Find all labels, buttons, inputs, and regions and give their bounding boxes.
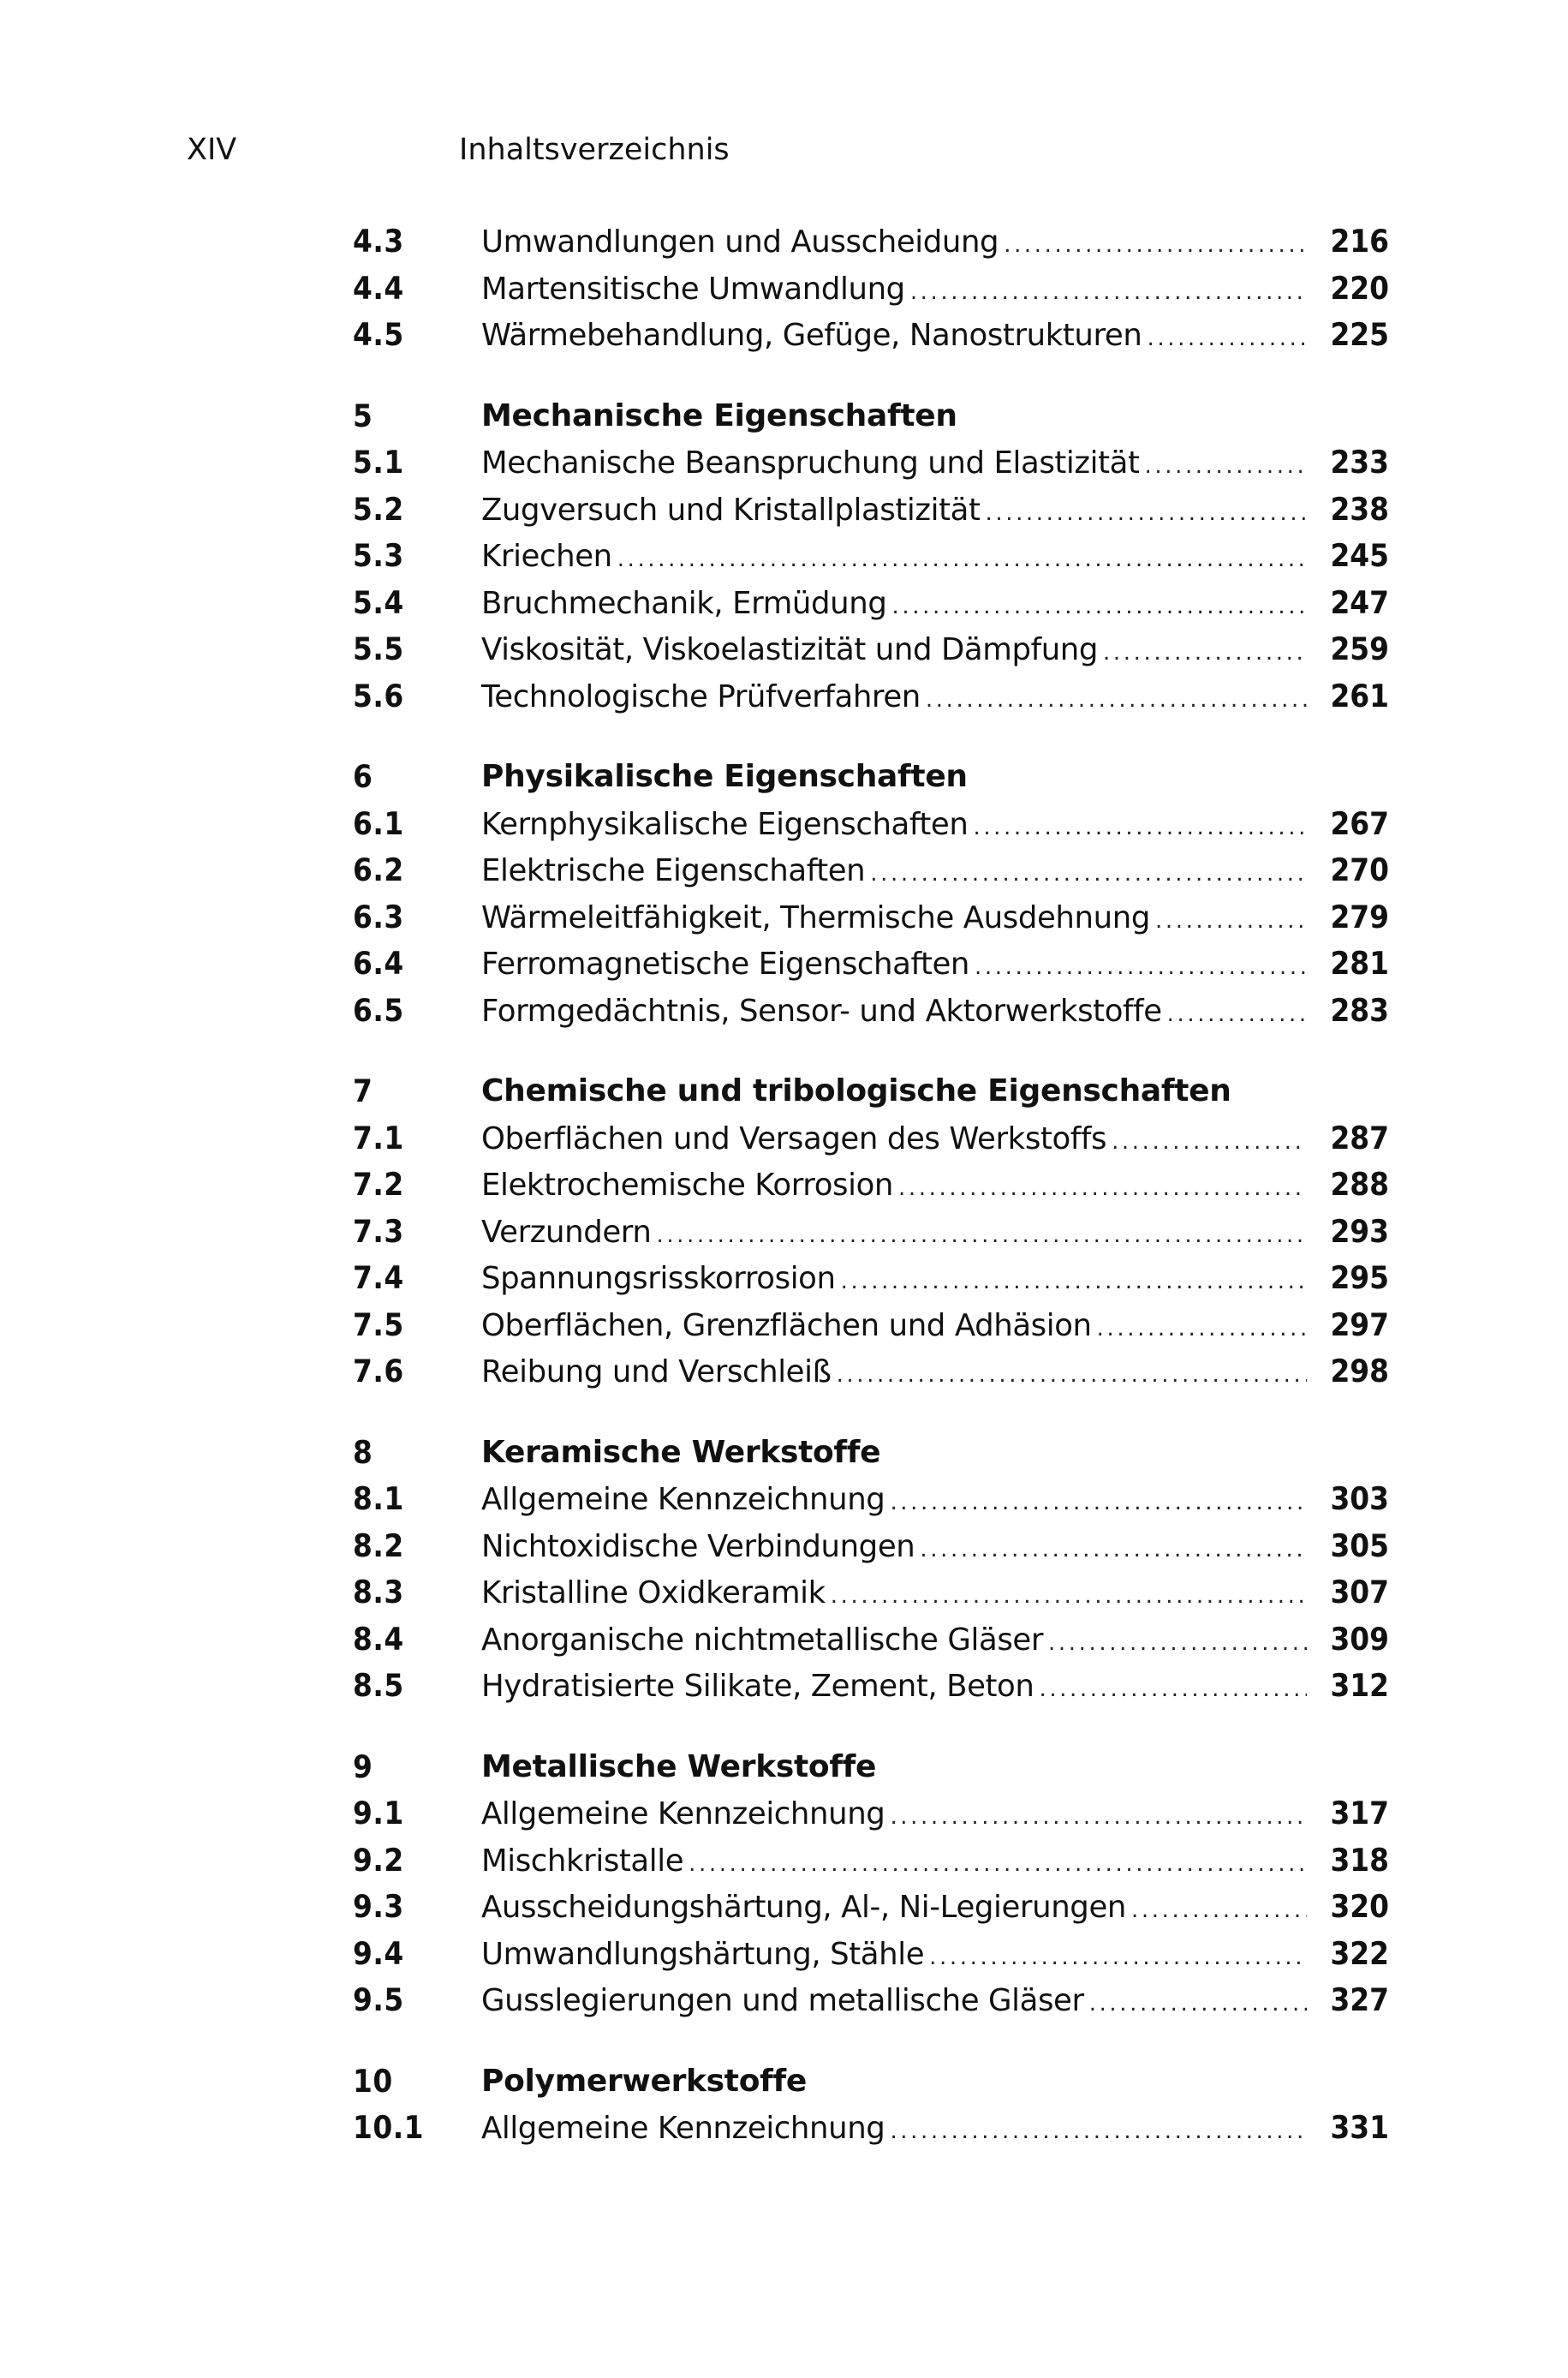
section-title: Mechanische Beanspruchung und Elastizität (481, 445, 1140, 481)
section-title: Elektrische Eigenschaften (481, 853, 866, 888)
toc-entry[interactable] (353, 1162, 1389, 1209)
section-title: Martensitische Umwandlung (481, 271, 905, 307)
toc-entry[interactable] (353, 941, 1389, 988)
toc-entry[interactable] (353, 218, 1389, 266)
toc-entry[interactable] (353, 1790, 1389, 1837)
dot-leader (837, 1352, 1307, 1399)
section-page: 288 (1330, 1166, 1389, 1203)
toc-entry[interactable] (353, 1977, 1389, 2024)
section-number: 7.3 (353, 1212, 404, 1250)
toc-entry[interactable] (353, 801, 1389, 848)
dot-leader (892, 583, 1308, 630)
section-number: 4.3 (353, 223, 404, 260)
section-page: 287 (1330, 1119, 1389, 1156)
dot-leader (656, 1212, 1307, 1259)
section-number: 5.4 (353, 583, 404, 621)
section-number: 4.5 (353, 316, 404, 353)
toc-chapter (353, 2058, 1389, 2152)
chapter-title: Physikalische Eigenschaften (481, 759, 968, 794)
section-title: Zugversuch und Kristallplastizität (481, 492, 981, 528)
toc-chapter-heading[interactable] (353, 2058, 1389, 2106)
section-title: Oberflächen und Versagen des Werkstoffs (481, 1120, 1107, 1156)
dot-leader (1131, 1887, 1307, 1934)
section-page: 320 (1330, 1888, 1389, 1925)
dot-leader (617, 536, 1307, 583)
section-title: Kriechen (481, 539, 612, 574)
dot-leader (1155, 898, 1307, 945)
chapter-number: 5 (353, 397, 373, 434)
section-page: 317 (1330, 1795, 1389, 1831)
section-title: Verzundern (481, 1214, 652, 1250)
chapter-number: 6 (353, 758, 373, 795)
section-page: 245 (1330, 537, 1389, 574)
toc-chapter (353, 218, 1389, 359)
section-number: 9.3 (353, 1888, 404, 1925)
section-number: 9.1 (353, 1795, 404, 1831)
section-page: 270 (1330, 851, 1389, 888)
section-number: 10.1 (353, 2109, 425, 2146)
dot-leader (890, 1479, 1307, 1527)
section-title: Elektrochemische Korrosion (481, 1168, 894, 1203)
section-page: 283 (1330, 991, 1389, 1029)
section-number: 6.1 (353, 804, 404, 842)
dot-leader (831, 1573, 1307, 1620)
section-title: Kristalline Oxidkeramik (481, 1575, 826, 1610)
dot-leader (890, 2108, 1307, 2155)
dot-leader (1089, 1981, 1307, 2028)
dot-leader (1112, 1119, 1307, 1166)
dot-leader (1004, 222, 1307, 269)
toc-entry[interactable] (353, 266, 1389, 313)
dot-leader (1039, 1666, 1307, 1713)
section-number: 4.4 (353, 269, 404, 307)
dot-leader (890, 1794, 1307, 1841)
section-title: Bruchmechanik, Ermüdung (481, 585, 887, 621)
chapter-title: Mechanische Eigenschaften (481, 397, 957, 433)
section-number: 8.3 (353, 1574, 404, 1610)
dot-leader (870, 851, 1307, 898)
section-page: 233 (1330, 444, 1389, 481)
section-title: Formgedächtnis, Sensor- und Aktorwerkstoffe (481, 993, 1162, 1029)
toc-entry[interactable] (353, 1663, 1389, 1710)
toc-entry[interactable] (353, 580, 1389, 627)
section-title: Ferromagnetische Eigenschaften (481, 947, 970, 982)
section-title: Anorganische nichtmetallische Gläser (481, 1622, 1044, 1658)
section-title: Allgemeine Kennzeichnung (481, 1796, 885, 1831)
toc-entry[interactable] (353, 1348, 1389, 1395)
toc-entry[interactable] (353, 1115, 1389, 1162)
toc-entry[interactable] (353, 487, 1389, 534)
section-page: 281 (1330, 945, 1389, 982)
section-page: 225 (1330, 316, 1389, 353)
chapter-title: Keramische Werkstoffe (481, 1434, 881, 1470)
section-title: Allgemeine Kennzeichnung (481, 2111, 885, 2146)
section-title: Ausscheidungshärtung, Al-, Ni-Legierungen (481, 1890, 1126, 1925)
section-title: Reibung und Verschleiß (481, 1354, 832, 1389)
table-of-contents (353, 218, 1389, 2186)
toc-entry[interactable] (353, 312, 1389, 359)
section-page: 297 (1330, 1306, 1389, 1343)
section-page: 293 (1330, 1212, 1389, 1250)
section-number: 7.6 (353, 1353, 404, 1389)
section-page: 305 (1330, 1527, 1389, 1564)
section-title: Wärmeleitfähigkeit, Thermische Ausdehnung (481, 899, 1150, 935)
page-number: XIV (187, 133, 237, 167)
section-number: 5.1 (353, 444, 404, 481)
toc-chapter-heading[interactable] (353, 393, 1389, 440)
section-title: Hydratisierte Silikate, Zement, Beton (481, 1669, 1034, 1704)
section-number: 7.1 (353, 1119, 404, 1156)
chapter-title: Chemische und tribologische Eigenschaften (481, 1073, 1231, 1108)
section-page: 318 (1330, 1841, 1389, 1879)
section-page: 298 (1330, 1353, 1389, 1389)
toc-entry[interactable] (353, 988, 1389, 1035)
running-title: Inhaltsverzeichnis (459, 133, 730, 167)
section-number: 6.4 (353, 945, 404, 982)
dot-leader (841, 1258, 1307, 1306)
section-number: 8.4 (353, 1620, 404, 1658)
section-page: 327 (1330, 1981, 1389, 2018)
section-number: 5.5 (353, 630, 404, 667)
section-title: Viskosität, Viskoelastizität und Dämpfung (481, 632, 1099, 667)
toc-entry[interactable] (353, 1931, 1389, 1978)
dot-leader (898, 1165, 1307, 1212)
section-page: 307 (1330, 1574, 1389, 1610)
dot-leader (985, 490, 1307, 537)
dot-leader (1147, 315, 1307, 362)
section-title: Umwandlungen und Ausscheidung (481, 224, 999, 260)
section-number: 8.1 (353, 1480, 404, 1517)
toc-chapter-heading[interactable] (353, 1744, 1389, 1791)
toc-chapter-heading[interactable] (353, 1430, 1389, 1477)
toc-chapter (353, 754, 1389, 1034)
toc-entry[interactable] (353, 439, 1389, 487)
section-number: 8.2 (353, 1527, 404, 1564)
dot-leader (1167, 991, 1307, 1038)
chapter-number: 8 (353, 1433, 373, 1471)
section-title: Allgemeine Kennzeichnung (481, 1482, 885, 1517)
dot-leader (920, 1527, 1307, 1574)
dot-leader (1103, 630, 1307, 677)
section-page: 216 (1330, 223, 1389, 260)
section-title: Technologische Prüfverfahren (481, 678, 921, 714)
toc-entry[interactable] (353, 673, 1389, 720)
section-page: 259 (1330, 630, 1389, 667)
section-page: 238 (1330, 490, 1389, 528)
toc-entry[interactable] (353, 847, 1389, 894)
section-page: 261 (1330, 677, 1389, 714)
toc-entry[interactable] (353, 626, 1389, 673)
dot-leader (910, 269, 1307, 316)
section-title: Wärmebehandlung, Gefüge, Nanostrukturen (481, 318, 1142, 353)
chapter-number: 9 (353, 1748, 373, 1785)
section-number: 9.5 (353, 1981, 404, 2018)
toc-chapter (353, 1430, 1389, 1710)
chapter-title: Metallische Werkstoffe (481, 1748, 877, 1784)
toc-entry[interactable] (353, 1476, 1389, 1523)
section-page: 303 (1330, 1480, 1389, 1517)
section-page: 267 (1330, 804, 1389, 842)
section-page: 309 (1330, 1620, 1389, 1658)
section-title: Umwandlungshärtung, Stähle (481, 1936, 925, 1972)
section-number: 5.2 (353, 490, 404, 528)
dot-leader (975, 944, 1307, 991)
dot-leader (689, 1841, 1307, 1888)
section-page: 331 (1330, 2109, 1389, 2146)
dot-leader (973, 804, 1307, 851)
toc-chapter-heading[interactable] (353, 754, 1389, 801)
toc-entry[interactable] (353, 894, 1389, 941)
section-number: 5.6 (353, 677, 404, 714)
toc-entry[interactable] (353, 1616, 1389, 1664)
section-number: 7.5 (353, 1306, 404, 1343)
toc-entry[interactable] (353, 1569, 1389, 1616)
toc-entry[interactable] (353, 1837, 1389, 1885)
toc-entry[interactable] (353, 1884, 1389, 1931)
section-page: 322 (1330, 1934, 1389, 1972)
chapter-number: 7 (353, 1072, 373, 1109)
toc-entry[interactable] (353, 1209, 1389, 1256)
section-page: 220 (1330, 269, 1389, 307)
section-title: Gusslegierungen und metallische Gläser (481, 1983, 1084, 2018)
section-number: 9.2 (353, 1841, 404, 1879)
toc-chapter (353, 1744, 1389, 2024)
section-title: Spannungsrisskorrosion (481, 1261, 836, 1296)
section-title: Mischkristalle (481, 1843, 684, 1879)
toc-chapter-heading[interactable] (353, 1068, 1389, 1115)
dot-leader (1144, 443, 1307, 490)
toc-entry[interactable] (353, 2105, 1389, 2152)
toc-entry[interactable] (353, 1255, 1389, 1302)
section-number: 6.2 (353, 851, 404, 888)
section-page: 312 (1330, 1667, 1389, 1704)
section-number: 6.3 (353, 898, 404, 935)
section-number: 9.4 (353, 1934, 404, 1972)
dot-leader (926, 677, 1307, 724)
section-number: 8.5 (353, 1667, 404, 1704)
section-title: Kernphysikalische Eigenschaften (481, 806, 969, 842)
chapter-number: 10 (353, 2062, 393, 2100)
toc-chapter (353, 393, 1389, 720)
dot-leader (929, 1934, 1307, 1981)
dot-leader (1048, 1620, 1307, 1667)
toc-entry[interactable] (353, 1523, 1389, 1570)
toc-chapter (353, 1068, 1389, 1395)
toc-entry[interactable] (353, 533, 1389, 580)
toc-entry[interactable] (353, 1302, 1389, 1349)
section-title: Oberflächen, Grenzflächen und Adhäsion (481, 1307, 1092, 1343)
section-number: 7.2 (353, 1166, 404, 1203)
section-page: 247 (1330, 583, 1389, 621)
section-title: Nichtoxidische Verbindungen (481, 1528, 915, 1564)
section-number: 7.4 (353, 1259, 404, 1296)
chapter-title: Polymerwerkstoffe (481, 2063, 807, 2099)
section-page: 295 (1330, 1259, 1389, 1296)
running-head (187, 128, 1386, 171)
section-number: 5.3 (353, 537, 404, 574)
section-number: 6.5 (353, 991, 404, 1029)
dot-leader (1097, 1306, 1307, 1353)
section-page: 279 (1330, 898, 1389, 935)
